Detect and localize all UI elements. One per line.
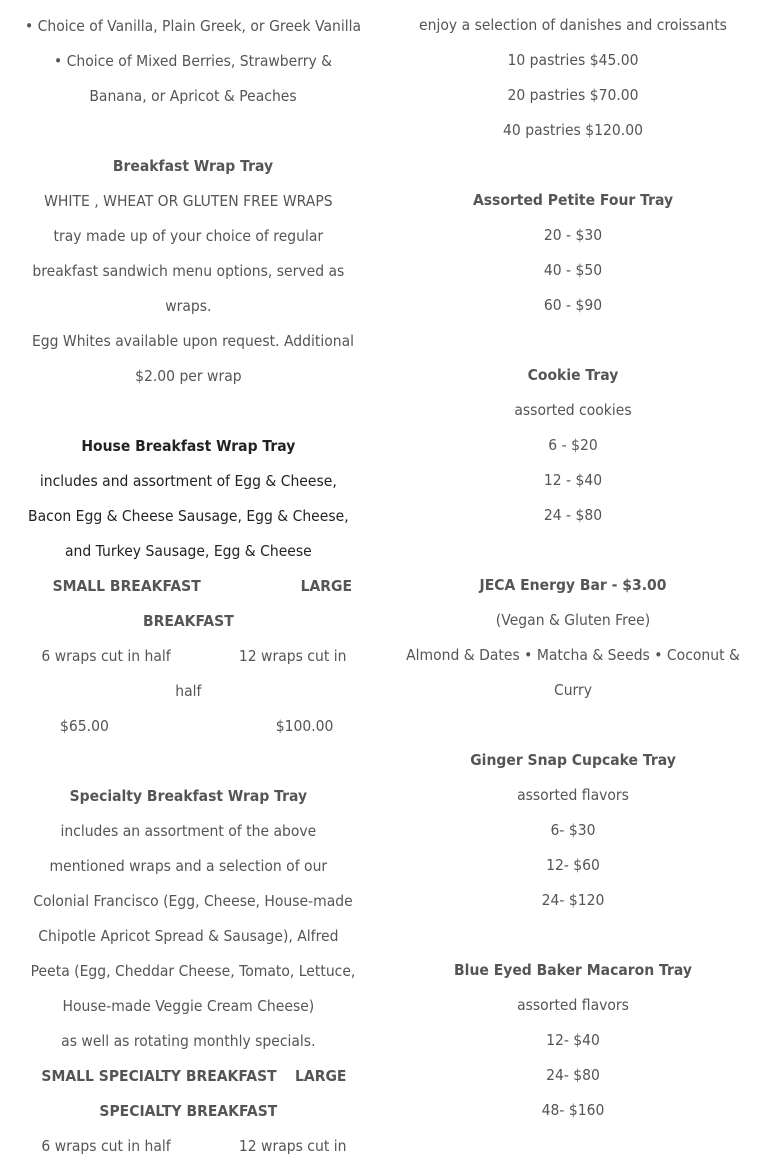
large-size-label: SPECIALTY BREAKFAST	[99, 1102, 278, 1120]
house-size-prices	[15, 709, 370, 744]
price-option: 24- $120	[541, 891, 605, 909]
price-option: 6- $30	[550, 821, 596, 839]
specialty-tray-description: Colonial Francisco (Egg, Cheese, House-made	[33, 892, 353, 910]
price-option: 24- $80	[546, 1066, 600, 1084]
specialty-tray-description: includes an assortment of the above	[60, 822, 317, 840]
price-option: 6 - $20	[548, 436, 598, 454]
wrap-tray-note: $2.00 per wrap	[135, 367, 242, 385]
energy-bar-title: JECA Energy Bar - $3.00	[479, 576, 667, 594]
large-size-label: BREAKFAST	[142, 612, 234, 630]
large-size-label: LARGE	[300, 577, 353, 595]
price-option: 40 pastries $120.00	[503, 121, 643, 139]
cupcake-description: assorted flavors	[517, 786, 629, 804]
specialty-size-labels	[15, 1059, 370, 1094]
small-quantity: 6 wraps cut in half	[41, 1137, 171, 1155]
house-tray-description: Bacon Egg & Cheese Sausage, Egg & Cheese,	[28, 507, 349, 525]
house-size-labels	[15, 569, 370, 604]
pastry-description: enjoy a selection of danishes and croissants	[419, 16, 727, 34]
house-tray-description: and Turkey Sausage, Egg & Cheese	[64, 542, 312, 560]
price-option: 12- $60	[546, 856, 600, 874]
small-size-label: SMALL BREAKFAST	[52, 577, 201, 595]
wrap-tray-note: Egg Whites available upon request. Additional	[31, 332, 355, 350]
energy-bar-flavors: Curry	[553, 681, 593, 699]
small-quantity: 6 wraps cut in half	[41, 647, 171, 665]
cookie-description: assorted cookies	[514, 401, 632, 419]
wrap-tray-description: WHITE , WHEAT OR GLUTEN FREE WRAPS	[44, 192, 333, 210]
large-quantity: 12 wraps cut in	[238, 647, 347, 665]
right-menu-column	[401, 8, 745, 1128]
energy-bar-note: (Vegan & Gluten Free)	[495, 611, 651, 629]
macaron-tray-title: Blue Eyed Baker Macaron Tray	[454, 961, 692, 979]
specialty-tray-description: Peeta (Egg, Cheddar Cheese, Tomato, Lettuce,	[30, 962, 356, 980]
large-quantity: half	[175, 682, 202, 700]
yogurt-choice-line: • Choice of Mixed Berries, Strawberry &	[53, 52, 333, 70]
specialty-tray-description: House-made Veggie Cream Cheese)	[62, 997, 315, 1015]
energy-bar-flavors: Almond & Dates • Matcha & Seeds • Coconut &	[406, 646, 740, 664]
specialty-tray-description: as well as rotating monthly specials.	[61, 1032, 316, 1050]
specialty-wrap-tray-title: Specialty Breakfast Wrap Tray	[69, 787, 308, 805]
large-price: $100.00	[275, 717, 334, 735]
left-menu-column	[15, 9, 370, 1164]
wrap-tray-description: breakfast sandwich menu options, served as	[32, 262, 345, 280]
price-option: 24 - $80	[543, 506, 603, 524]
petite-four-tray-title: Assorted Petite Four Tray	[472, 191, 674, 209]
house-tray-description: includes and assortment of Egg & Cheese,	[39, 472, 337, 490]
cookie-tray-title: Cookie Tray	[527, 366, 619, 384]
small-price: $65.00	[60, 717, 109, 735]
small-size-label: SMALL SPECIALTY BREAKFAST	[41, 1067, 277, 1085]
breakfast-wrap-tray-title: Breakfast Wrap Tray	[112, 157, 274, 175]
cupcake-tray-title: Ginger Snap Cupcake Tray	[470, 751, 676, 769]
price-option: 48- $160	[541, 1101, 605, 1119]
price-option: 20 pastries $70.00	[507, 86, 639, 104]
house-wrap-tray-title: House Breakfast Wrap Tray	[81, 437, 296, 455]
specialty-tray-description: mentioned wraps and a selection of our	[49, 857, 328, 875]
large-quantity: 12 wraps cut in	[238, 1137, 347, 1155]
yogurt-choice-line: Banana, or Apricot & Peaches	[89, 87, 297, 105]
large-size-label: LARGE	[295, 1067, 347, 1085]
specialty-tray-description: Chipotle Apricot Spread & Sausage), Alfred	[38, 927, 339, 945]
yogurt-choice-line: • Choice of Vanilla, Plain Greek, or Greek Vanilla	[24, 17, 362, 35]
macaron-description: assorted flavors	[517, 996, 629, 1014]
house-size-quantities	[15, 639, 370, 674]
price-option: 20 - $30	[543, 226, 603, 244]
price-option: 12- $40	[546, 1031, 600, 1049]
price-option: 12 - $40	[543, 471, 603, 489]
price-option: 60 - $90	[543, 296, 603, 314]
wrap-tray-description: wraps.	[165, 297, 212, 315]
price-option: 40 - $50	[543, 261, 603, 279]
wrap-tray-description: tray made up of your choice of regular	[53, 227, 324, 245]
price-option: 10 pastries $45.00	[507, 51, 639, 69]
